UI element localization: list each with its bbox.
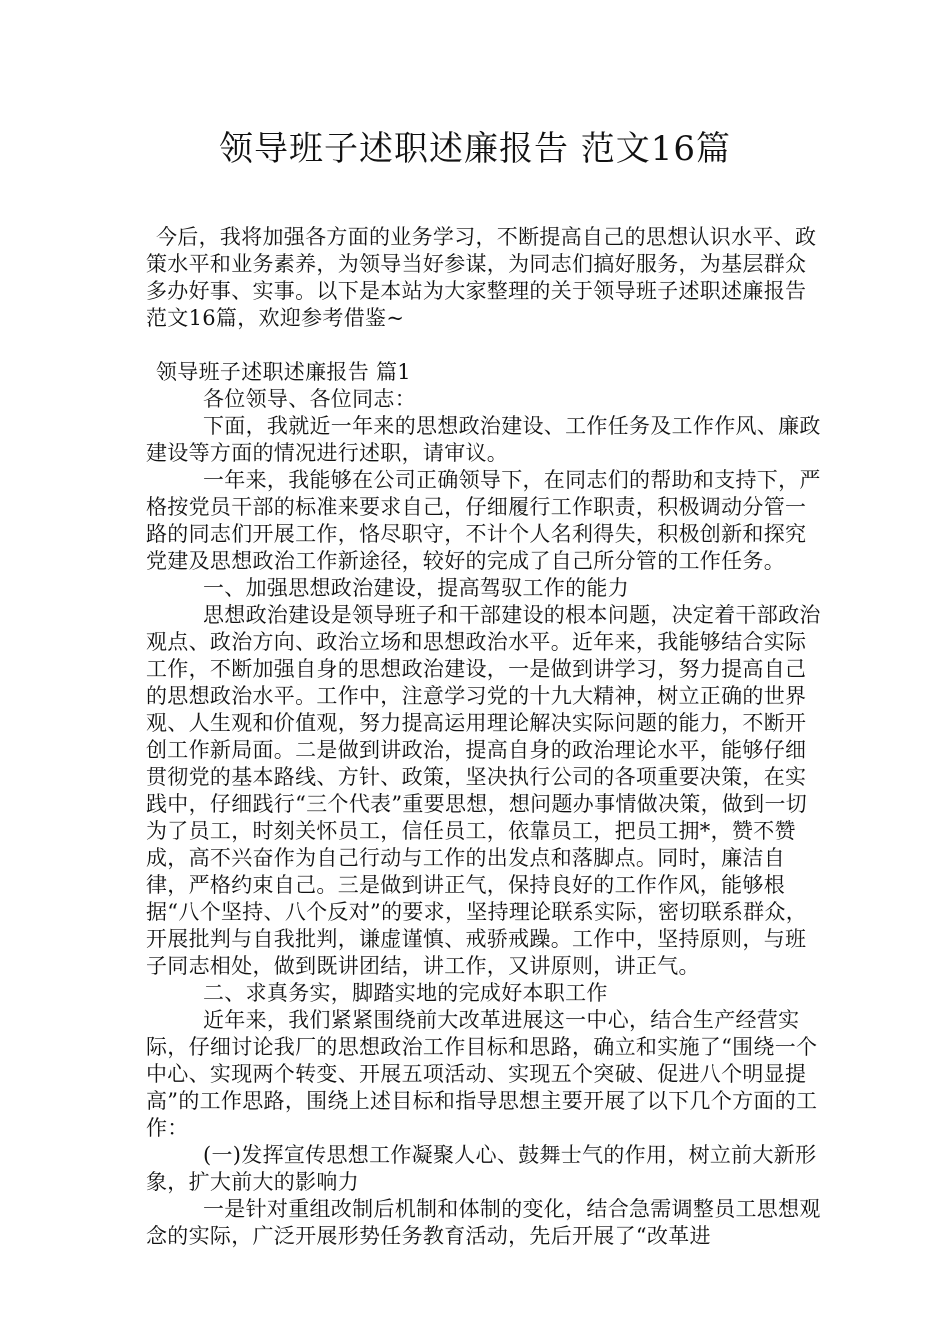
subsection-heading: (一)发挥宣传思想工作凝聚人心、鼓舞士气的作用，树立前大新形象，扩大前大的影响力 xyxy=(146,1143,817,1194)
intro-paragraph: 今后，我将加强各方面的业务学习，不断提高自己的思想认识水平、政策水平和业务素养，为领导当好参谋，为同志们搞好服务，为基层群众多办好事、实事。以下是本站为大家整理的关于领导班子述职述廉报告 范文16篇，欢迎参考借鉴~ xyxy=(146,225,817,330)
document-body xyxy=(146,224,822,1250)
subsection-heading: 一、加强思想政治建设，提高驾驭工作的能力 xyxy=(203,576,629,600)
document-title: 领导班子述职述廉报告 范文16篇 xyxy=(218,129,732,169)
section-heading: 领导班子述职述廉报告 篇1 xyxy=(156,360,411,384)
body-paragraph: 一年来，我能够在公司正确领导下，在同志们的帮助和支持下，严格按党员干部的标准来要求自己，仔细履行工作职责，积极调动分管一路的同志们开展工作，恪尽职守，不计个人名利得失，积极创新和探究党建及思想政治工作新途径，较好的完成了自己所分管的工作任务。 xyxy=(146,468,821,573)
body-paragraph: 下面，我就近一年来的思想政治建设、工作任务及工作作风、廉政建设等方面的情况进行述职，请审议。 xyxy=(146,414,821,465)
body-paragraph: 近年来，我们紧紧围绕前大改革进展这一中心，结合生产经营实际，仔细讨论我厂的思想政治工作目标和思路，确立和实施了“围绕一个中心、实现两个转变、开展五项活动、实现五个突破、促进八个明显提高”的工作思路，围绕上述目标和指导思想主要开展了以下几个方面的工作： xyxy=(146,1008,818,1140)
subsection-heading: 二、求真务实，脚踏实地的完成好本职工作 xyxy=(203,981,608,1005)
body-paragraph: 一是针对重组改制后机制和体制的变化，结合急需调整员工思想观念的实际，广泛开展形势任务教育活动，先后开展了“改革进 xyxy=(146,1197,821,1248)
body-paragraph: 思想政治建设是领导班子和干部建设的根本问题，决定着干部政治观点、政治方向、政治立场和思想政治水平。近年来，我能够结合实际工作，不断加强自身的思想政治建设，一是做到讲学习，努力提高自己的思想政治水平。工作中，注意学习党的十九大精神，树立正确的世界观、人生观和价值观，努力提高运用理论解决实际问题的能力，不断开创工作新局面。二是做到讲政治，提高自身的政治理论水平，能够仔细贯彻党的基本路线、方针、政策，坚决执行公司的各项重要决策，在实践中，仔细践行“三个代表”重要思想，想问题办事情做决策，做到一切为了员工，时刻关怀员工，信任员工，依靠员工，把员工拥*，赞不赞成，高不兴奋作为自己行动与工作的出发点和落脚点。同时，廉洁自律，严格约束自己。三是做到讲正气，保持良好的工作作风，能够根据“八个坚持、八个反对”的要求，坚持理论联系实际，密切联系群众，开展批判与自我批判，谦虚谨慎、戒骄戒躁。工作中，坚持原则，与班子同志相处，做到既讲团结，讲工作，又讲原则，讲正气。 xyxy=(146,603,821,978)
body-paragraph: 各位领导、各位同志： xyxy=(203,387,416,411)
